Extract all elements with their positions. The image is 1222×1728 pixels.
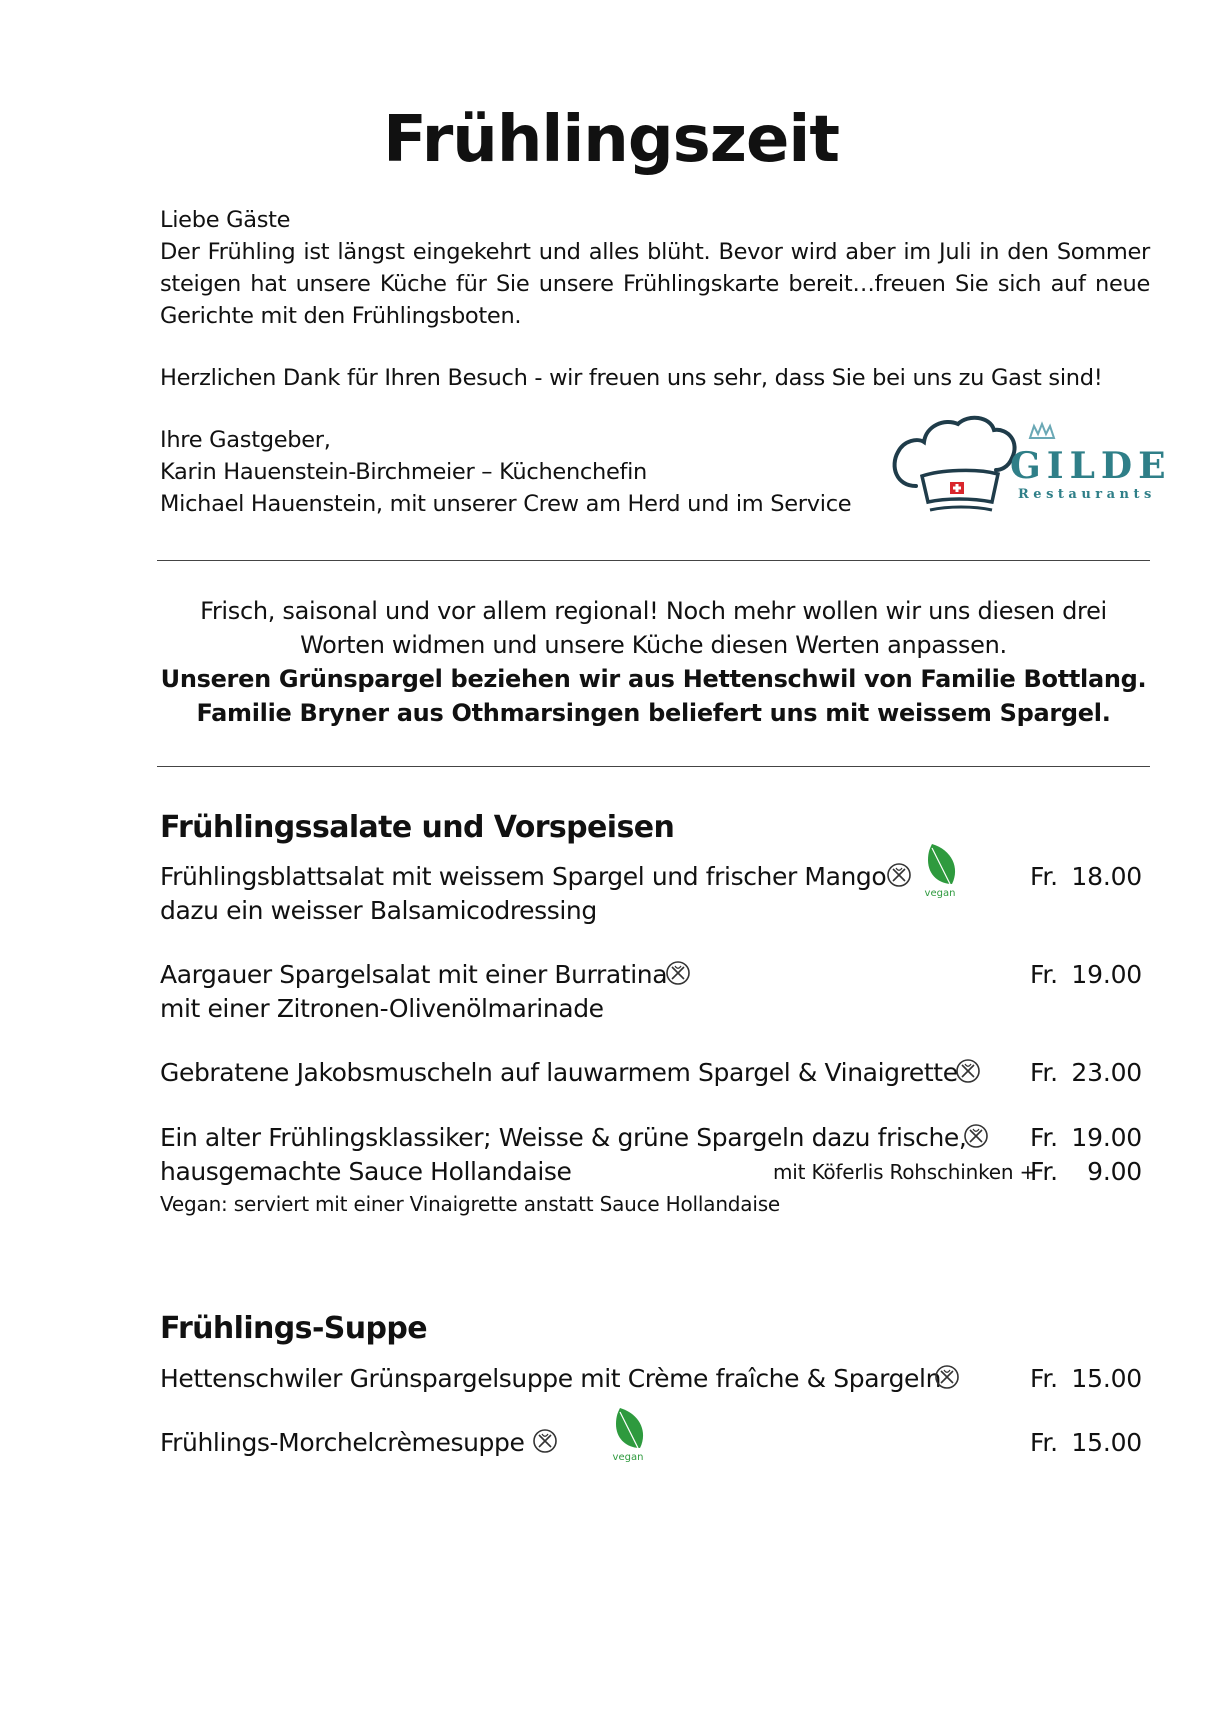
- item-description: dazu ein weisser Balsamicodressing: [160, 896, 597, 925]
- item-name: Gebratene Jakobsmuscheln auf lauwarmem Spargel & Vinaigrette: [160, 1058, 958, 1087]
- thanks-text: Herzlichen Dank für Ihren Besuch - wir freuen uns sehr, dass Sie bei uns zu Gast sind!: [160, 365, 1103, 391]
- message-line-1: Frisch, saisonal und vor allem regional! Noch mehr wollen wir uns diesen drei: [200, 597, 1107, 625]
- section-title: Frühlingssalate und Vorspeisen: [160, 810, 675, 845]
- vegan-leaf-icon: [918, 840, 962, 902]
- gluten-free-icon: [963, 1123, 989, 1149]
- menu-item: [160, 958, 1150, 1026]
- item-note: Vegan: serviert mit einer Vinaigrette anstatt Sauce Hollandaise: [160, 1192, 781, 1216]
- crown-icon: [1030, 424, 1054, 438]
- gluten-free-icon: [934, 1364, 960, 1390]
- logo-wordmark: GILDE: [1010, 445, 1172, 487]
- sign-off: Ihre Gastgeber,: [160, 427, 331, 453]
- vegan-label: vegan: [612, 1452, 644, 1463]
- menu-item: [160, 1426, 1150, 1460]
- logo-subtitle: Restaurants: [1018, 487, 1156, 502]
- vegan-label: vegan: [924, 888, 956, 899]
- item-name: Ein alter Frühlingsklassiker; Weisse & grüne Spargeln dazu frische,: [160, 1123, 967, 1152]
- host-2: Michael Hauenstein, mit unserer Crew am Herd und im Service: [160, 491, 852, 517]
- addon-label: mit Köferlis Rohschinken +: [773, 1160, 1037, 1184]
- gluten-free-icon: [886, 862, 912, 888]
- section-title: Frühlings-Suppe: [160, 1311, 428, 1346]
- greeting: Liebe Gäste: [160, 207, 291, 233]
- regional-message: [157, 594, 1150, 730]
- menu-item: [160, 1056, 1150, 1090]
- message-line-2: Worten widmen und unsere Küche diesen Werten anpassen.: [300, 631, 1007, 659]
- item-name: Frühlings-Morchelcrèmesuppe: [160, 1428, 525, 1457]
- gluten-free-icon: [665, 960, 691, 986]
- intro-paragraph: Der Frühling ist längst eingekehrt und alles blüht. Bevor wird aber im Juli in den Sommer steigen hat unsere Küche für Sie unsere Frühlingskarte bereit…freuen Sie sich auf neue Gerichte mit den Frühlingsboten.: [160, 239, 1150, 329]
- vegan-leaf-icon: [606, 1404, 650, 1466]
- item-description: mit einer Zitronen-Olivenölmarinade: [160, 994, 604, 1023]
- menu-item: [160, 860, 1150, 928]
- item-name: Hettenschwiler Grünspargelsuppe mit Crème fraîche & Spargeln: [160, 1364, 942, 1393]
- item-name: Frühlingsblattsalat mit weissem Spargel und frischer Mango: [160, 862, 887, 891]
- divider: [157, 560, 1150, 561]
- divider: [157, 766, 1150, 767]
- item-description: hausgemachte Sauce Hollandaise: [160, 1157, 572, 1186]
- message-bold-1: Unseren Grünspargel beziehen wir aus Hettenschwil von Familie Bottlang.: [160, 665, 1147, 693]
- page-title: Frühlingszeit: [383, 103, 839, 177]
- message-bold-2: Familie Bryner aus Othmarsingen beliefert uns mit weissem Spargel.: [196, 699, 1111, 727]
- item-name: Aargauer Spargelsalat mit einer Burratina: [160, 960, 668, 989]
- gilde-logo: [888, 416, 1172, 522]
- host-1: Karin Hauenstein-Birchmeier – Küchenchefin: [160, 459, 648, 485]
- menu-page: Frühlingszeit Liebe Gäste Der Frühling ist längst eingekehrt und alles blüht. Bevor wird aber im Juli in den Sommer steigen hat unsere Küche für Sie unsere Frühlingskarte bereit…freuen Sie sich auf neue Gerichte mit den Frühlingsboten. Herzlichen Dank für Ihren Besuch - wir freuen uns sehr, dass Sie bei uns zu Gast sind! Ihre Gastgeber, Karin Hauenstein-Birchmeier – Küchenchefin Michael Hauenstein, mit unserer Crew am Herd und im Service GILDE Restaurants Frisch, saisonal und vor allem regional! Noch mehr wollen wir uns diesen drei Worten widmen und unsere Küche diesen Werten anpassen. Unseren Grünspargel beziehen wir aus Hettenschwil von Familie Bottlang. Familie Bryner aus Othmarsingen beliefert uns mit weissem Spargel. Frühlingssalate und Vorspeisen Frühlingsblattsalat mit weissem Spargel und frischer Mango dazu ein weisser Balsamicodressing vegan Fr. 18.00 Aargauer Spargelsalat mit einer Burratina mit einer Zitronen-Olivenölmarinade Fr. 19.00 Gebratene Jakobsmuscheln auf lauwarmem Spargel & Vinaigrette Fr. 23.00 Ein alter Frühlingsklassiker; Weisse & grüne Spargeln dazu frische, hausgemachte Sauce Hollandaise Vegan: serviert mit einer Vinaigrette anstatt Sauce Hollandaise Fr. 19.00 mit Köferlis Rohschinken + Fr. 9.00 Frühlings-Suppe Hettenschwiler Grünspargelsuppe mit Crème fraîche & Spargeln Fr. 15.00 Frühlings-Morchelcrèmesuppe vegan Fr. 15.00: [0, 0, 1222, 1728]
- gluten-free-icon: [532, 1428, 558, 1454]
- menu-item: [160, 1362, 1150, 1396]
- gluten-free-icon: [955, 1058, 981, 1084]
